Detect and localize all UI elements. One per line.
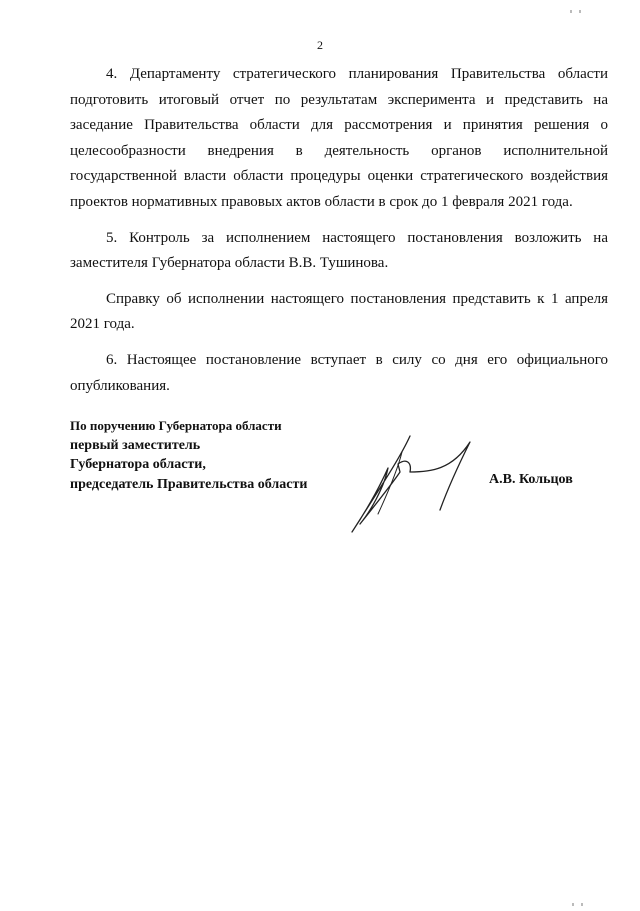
signature-block [70,416,307,494]
paragraph-item-4: 4. Департаменту стратегического планирования Правительства области подготовить итоговый отчет по результатам эксперимента и представить на заседание Правительства области для рассмотрения и принятия решения о целесообразности внедрения в деятельность органов исполнительной государственной власти области процедуры оценки стратегического воздействия проектов нормативных правовых актов области в срок до 1 февраля 2021 года. [70,66,608,210]
scan-corner-mark-top [570,0,594,4]
signer-name: А.В. Кольцов [489,472,573,487]
signature-line-position: первый заместитель [70,437,201,453]
paragraph-report-deadline: Справку об исполнении настоящего постановления представить к 1 апреля 2021 года. [70,290,608,333]
paragraph-item-6: 6. Настоящее постановление вступает в силу со дня его официального опубликования. [70,351,608,394]
paragraph-item-5: 5. Контроль за исполнением настоящего постановления возложить на заместителя Губернатора области В.В. Тушинова. [70,229,608,272]
signature-line-on-behalf: По поручению Губернатора области [70,418,282,433]
document-body [70,62,608,409]
signature-line-governor: Губернатора области, [70,457,206,472]
scan-corner-mark-bottom [572,893,596,897]
signature-line-chairman: председатель Правительства области [70,476,308,492]
handwritten-signature [340,428,480,538]
page-number: 2 [317,38,323,52]
